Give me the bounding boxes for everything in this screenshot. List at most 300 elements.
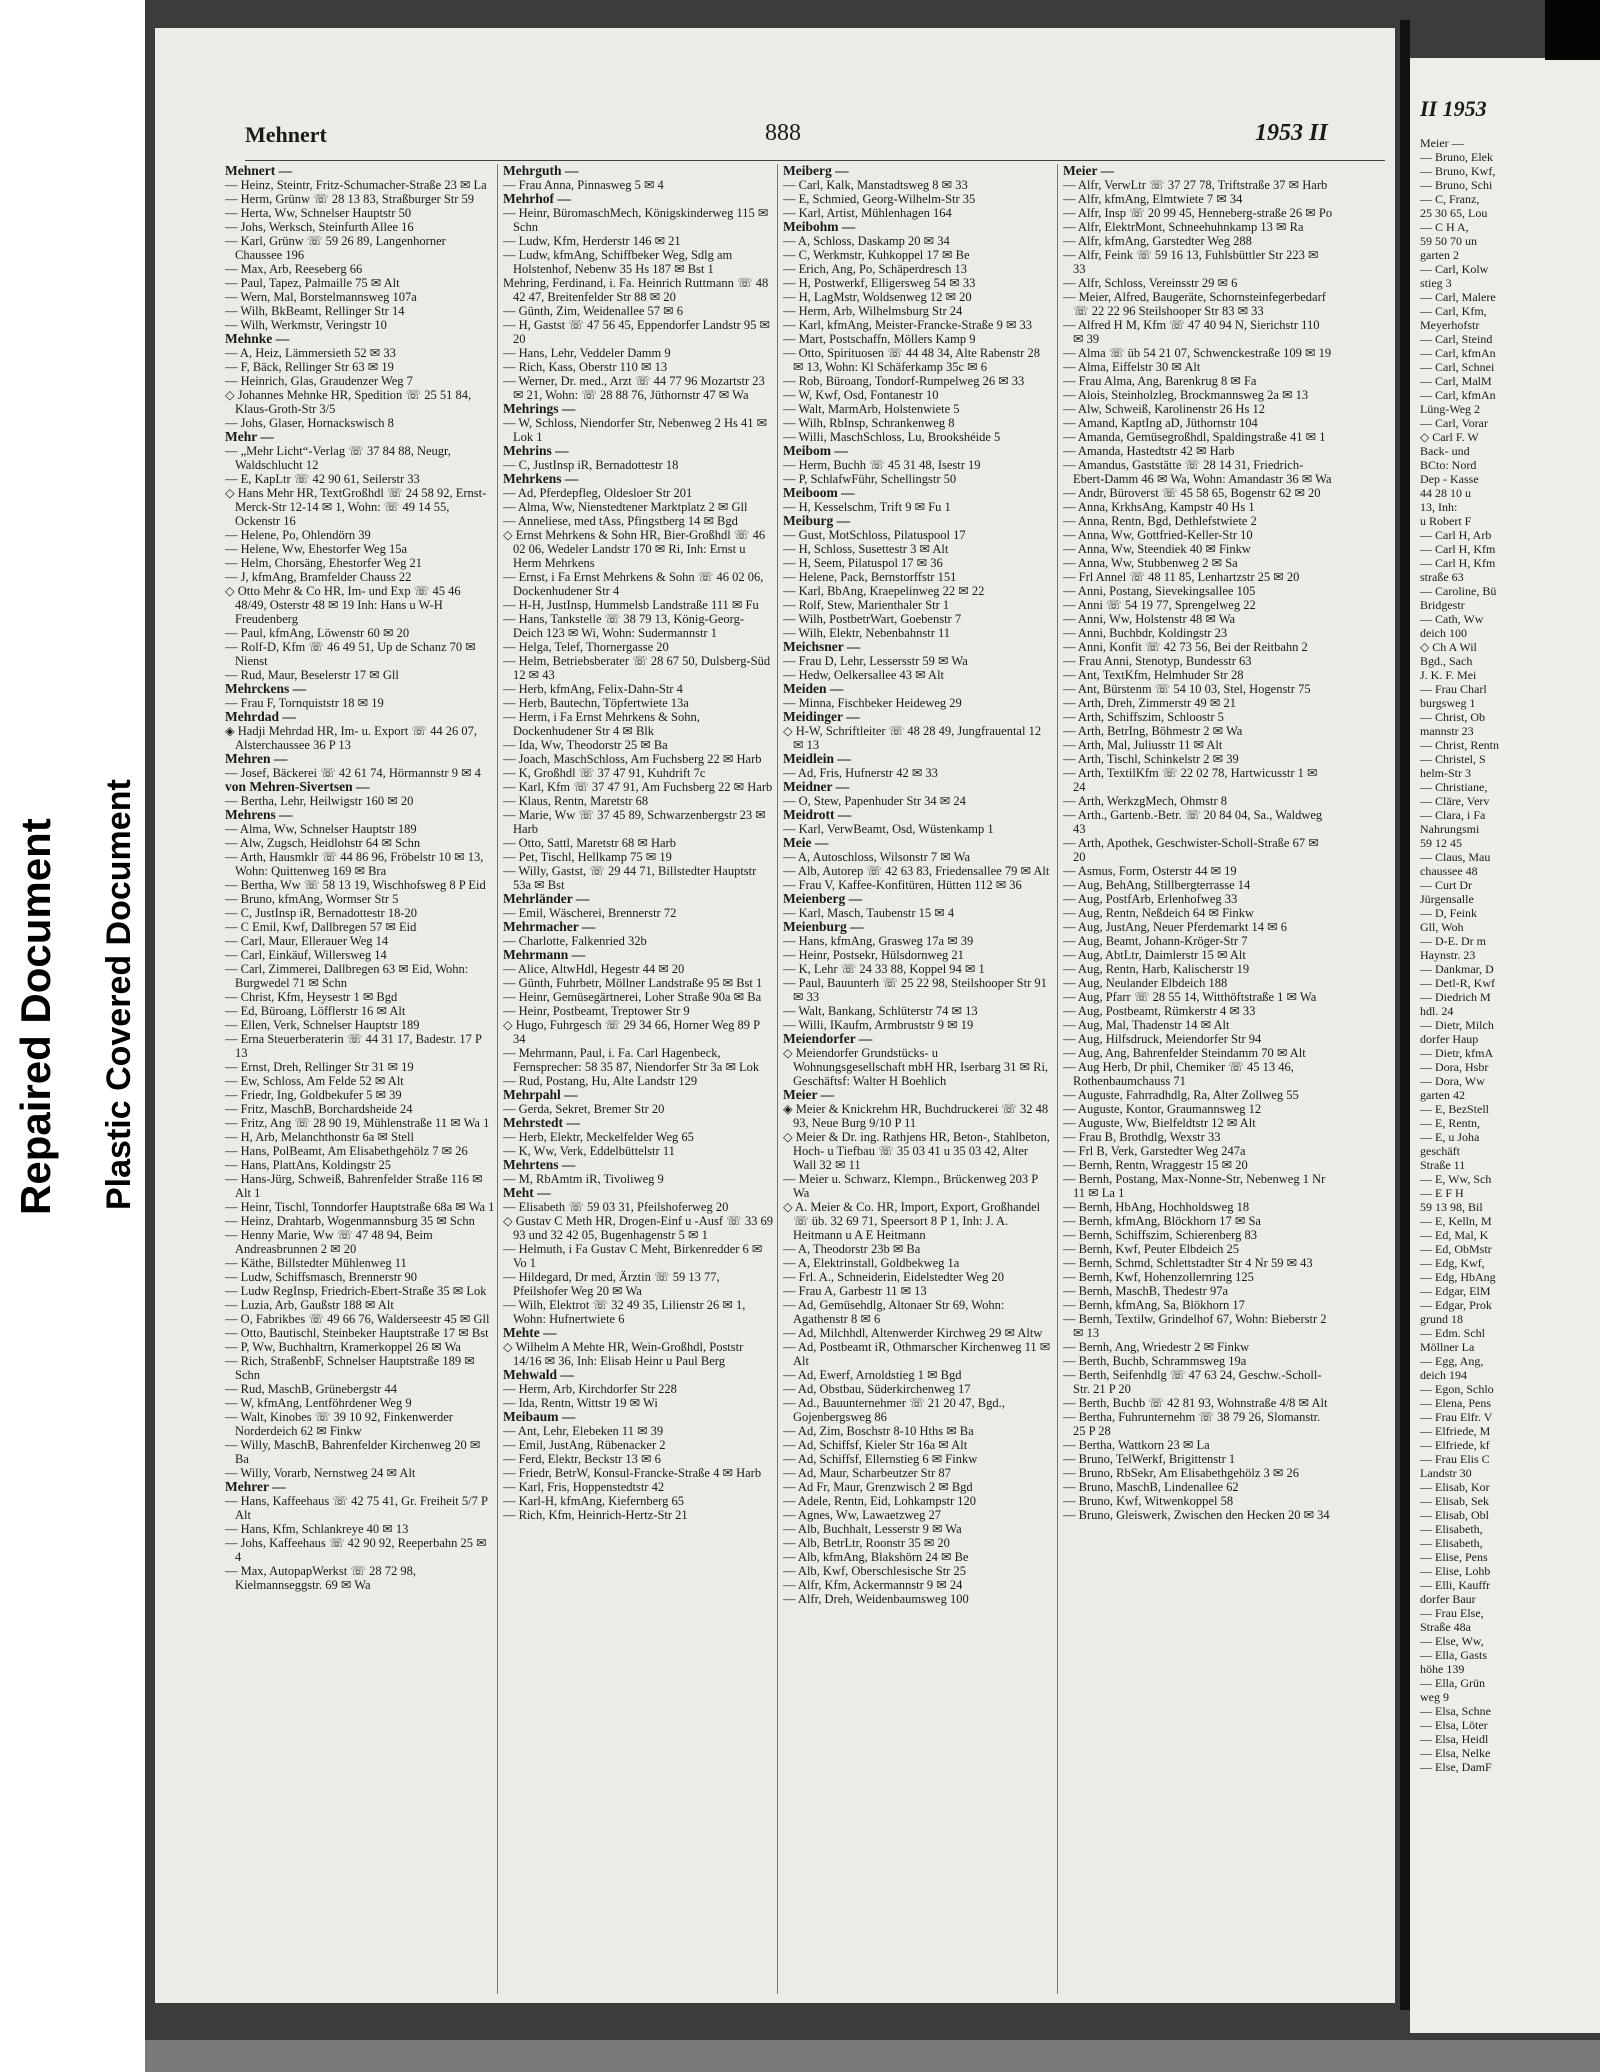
column-divider [1057,164,1058,1994]
adjacent-entry: — Edg, Kwf, [1420,1256,1485,1270]
adjacent-entry: — E, u Joha [1420,1130,1480,1144]
directory-entry: — Fritz, Ang ☏ 28 90 19, Mühlenstraße 11 ✉ Wa 1 [225,1116,490,1130]
directory-entry: — Auguste, Fahrradhdlg, Ra, Alter Zollweg 55 [1063,1088,1299,1102]
adjacent-entry: — Else, DamF [1420,1760,1492,1774]
directory-entry: — Wilh, Werkmstr, Veringstr 10 [225,318,387,332]
directory-entry: — Hans, Tankstelle ☏ 38 79 13, König-Georg-Deich 123 ✉ Wi, Wohn: Sudermannstr 1 [503,612,744,640]
directory-entry: — Aug Herb, Dr phil, Chemiker ☏ 45 13 46, Rothenbaumchauss 71 [1063,1060,1294,1088]
surname-heading: Meichsner — [783,639,861,654]
directory-entry: — Bernh, Schmd, Schlettstadter Str 4 Nr 59 ✉ 43 [1063,1256,1313,1270]
adjacent-entry: — Carl, Steind [1420,332,1493,346]
directory-entry: — A, Schloss, Daskamp 20 ✉ 34 [783,234,950,248]
directory-entry: — Ad, Pferdepfleg, Oldesloer Str 201 [503,486,693,500]
page-fold-shadow [1400,20,1410,2010]
page-number: 888 [765,120,801,146]
directory-entry: — H, LagMstr, Woldsenweg 12 ✉ 20 [783,290,972,304]
directory-entry: — Karl, kfmAng, Meister-Francke-Straße 9 ✉ 33 [783,318,1033,332]
directory-entry: — Hans, Lehr, Veddeler Damm 9 [503,346,671,360]
adjacent-entry: — Ella, Gasts [1420,1648,1487,1662]
adjacent-entry: — Edm. Schl [1420,1326,1485,1340]
directory-entry: — Karl, Artist, Mühlenhagen 164 [783,206,952,220]
surname-heading: Meht — [503,1185,551,1200]
adjacent-entry: — E, Ww, Sch [1420,1172,1492,1186]
directory-entry: — Karl, Grünw ☏ 59 26 89, Langenhorner Chaussee 196 [225,234,446,262]
adjacent-entry: weg 9 [1420,1690,1449,1704]
directory-entry: — Wilh, PostbetrWart, Goebenstr 7 [783,612,962,626]
directory-entry: — Rob, Büroang, Tondorf-Rumpelweg 26 ✉ 33 [783,374,1025,388]
directory-entry: — Willy, Gastst, ☏ 29 44 71, Billstedter Hauptstr 53a ✉ Bst [503,864,757,892]
directory-entry: ◇ Hans Mehr HR, TextGroßhdl ☏ 24 58 92, Ernst-Merck-Str 12-14 ✉ 1, Wohn: ☏ 49 14 55, Ockenstr 16 [225,486,487,528]
adjacent-entry: — Elsa, Nelke [1420,1746,1491,1760]
directory-entry: — Herm, Arb, Kirchdorfer Str 228 [503,1382,677,1396]
adjacent-entry: — Elise, Lohb [1420,1564,1491,1578]
directory-entry: — Ad, Milchhdl, Altenwerder Kirchweg 29 ✉ Altw [783,1326,1043,1340]
surname-heading: Meibaum — [503,1409,576,1424]
adjacent-entry: Haynstr. 23 [1420,948,1476,962]
surname-heading: Mehrguth — [503,164,579,178]
directory-entry: — Emil, Wäscherei, Brennerstr 72 [503,906,677,920]
directory-entry: — Otto, Sattl, Maretstr 68 ✉ Harb [503,836,676,850]
directory-entry: — K, Lehr ☏ 24 33 88, Koppel 94 ✉ 1 [783,962,985,976]
adjacent-entry: grund 18 [1420,1312,1463,1326]
adjacent-entry: burgsweg 1 [1420,696,1476,710]
directory-entry: — Frl B, Verk, Garstedter Weg 247a [1063,1144,1246,1158]
adjacent-entry: Dep - Kasse [1420,472,1479,486]
directory-entry: — Ida, Ww, Theodorstr 25 ✉ Ba [503,738,668,752]
adjacent-entry: — Christ, Rentn [1420,738,1500,752]
directory-entry: — Frl Annel ☏ 48 11 85, Lenhartzstr 25 ✉ 20 [1063,570,1300,584]
directory-entry: — Alfr, Feink ☏ 59 16 13, Fuhlsbüttler Str 223 ✉ 33 [1063,248,1319,276]
directory-entry: — Amanda, Hastedtstr 42 ✉ Harb [1063,444,1235,458]
adjacent-entry: Straße 11 [1420,1158,1466,1172]
adjacent-entry: — Egg, Ang, [1420,1354,1484,1368]
directory-entry: — Anni, Postang, Sievekingsallee 105 [1063,584,1256,598]
directory-entry: — Anna, Ww, Steendiek 40 ✉ Finkw [1063,542,1251,556]
directory-entry: — H, Seem, Pilatuspol 17 ✉ 36 [783,556,943,570]
adjacent-entry: 25 30 65, Lou [1420,206,1488,220]
surname-heading: Mehrings — [503,401,576,416]
directory-entry: — H, Postwerkf, Elligersweg 54 ✉ 33 [783,276,976,290]
directory-entry: — Elisabeth ☏ 59 03 31, Pfeilshoferweg 20 [503,1200,729,1214]
directory-entry: — Anni, Ww, Holstenstr 48 ✉ Wa [1063,612,1236,626]
directory-entry: — Ad, Schiffsf, Ellernstieg 6 ✉ Finkw [783,1452,978,1466]
directory-entry: — Hildegard, Dr med, Ärztin ☏ 59 13 77, Pfeilshofer Weg 20 ✉ Wa [503,1270,720,1298]
surname-heading: Mehrer — [225,1479,286,1494]
directory-entry: — C Emil, Kwf, Dallbregen 57 ✉ Eid [225,920,417,934]
directory-entry: — Gerda, Sekret, Bremer Str 20 [503,1102,665,1116]
surname-heading: Mehnert — [225,164,293,178]
directory-entry: — Herm, Buchh ☏ 45 31 48, Isestr 19 [783,458,981,472]
adjacent-entry: — Detl-R, Kwf [1420,976,1495,990]
directory-entry: — Bernh, kfmAng, Sa, Blökhorn 17 [1063,1298,1245,1312]
directory-entry: — Alice, AltwHdl, Hegestr 44 ✉ 20 [503,962,685,976]
directory-entry: — Arth, Apothek, Geschwister-Scholl-Straße 67 ✉ 20 [1063,836,1319,864]
directory-entry: — Ad Fr, Maur, Grenzwisch 2 ✉ Bgd [783,1480,973,1494]
surname-heading: Meienberg — [783,891,863,906]
adjacent-entry: deich 194 [1420,1368,1467,1382]
directory-entry: — Henny Marie, Ww ☏ 47 48 94, Beim Andreasbrunnen 2 ✉ 20 [225,1228,433,1256]
directory-entry: — Gust, MotSchloss, Pilatuspool 17 [783,528,966,542]
surname-heading: Mehrtens — [503,1157,576,1172]
directory-entry: — Pet, Tischl, Hellkamp 75 ✉ 19 [503,850,672,864]
surname-heading: Meiendorfer — [783,1031,873,1046]
surname-heading: Mehte — [503,1325,557,1340]
directory-entry: — Alw, Schweiß, Karolinenstr 26 Hs 12 [1063,402,1265,416]
adjacent-entry: Landstr 30 [1420,1466,1472,1480]
surname-heading: Mehrckens — [225,681,307,696]
adjacent-entry: — Frau Else, [1420,1606,1484,1620]
directory-entry: — Heinrich, Glas, Graudenzer Weg 7 [225,374,413,388]
directory-entry: — Aug, Ang, Bahrenfelder Steindamm 70 ✉ Alt [1063,1046,1306,1060]
directory-entry: — Bertha, Wattkorn 23 ✉ La [1063,1438,1210,1452]
adjacent-entry: — Carl H, Arb [1420,528,1492,542]
adjacent-entry: — Frau Charl [1420,682,1487,696]
directory-entry: — Christ, Kfm, Heysestr 1 ✉ Bgd [225,990,398,1004]
directory-entry: — Rolf, Stew, Marienthaler Str 1 [783,598,950,612]
adjacent-entry: — Carl, kfmAn [1420,388,1496,402]
directory-entry: — W, kfmAng, Lentföhrdener Weg 9 [225,1396,412,1410]
adjacent-entry: — Carl H, Kfm [1420,556,1496,570]
adjacent-entry: — Bruno, Kwf, [1420,164,1496,178]
adjacent-entry: — Elisabeth, [1420,1522,1483,1536]
adjacent-entry: garten 42 [1420,1088,1465,1102]
directory-entry: — Luzia, Arb, Gaußstr 188 ✉ Alt [225,1298,394,1312]
adjacent-entry: Meyerhofstr [1420,318,1480,332]
adjacent-entry: — Elsa, Schne [1420,1704,1491,1718]
surname-heading: Meier — [1063,164,1115,178]
directory-entry: Mehring, Ferdinand, i. Fa. Heinrich Ruttmann ☏ 48 42 47, Breitenfelder Str 88 ✉ 20 [503,276,769,304]
directory-entry: ◇ Otto Mehr & Co HR, Im- und Exp ☏ 45 46 48/49, Osterstr 48 ✉ 19 Inh: Hans u W-H Freudenberg [225,584,461,626]
directory-entry: — Bruno, Gleiswerk, Zwischen den Hecken 20 ✉ 34 [1063,1508,1330,1522]
surname-heading: Mehnke — [225,331,290,346]
directory-entry: — Ad., Bauunternehmer ☏ 21 20 47, Bgd., Gojenbergsweg 86 [783,1396,1005,1424]
surname-heading: Mehrhof — [503,191,571,206]
directory-entry: — Asmus, Form, Osterstr 44 ✉ 19 [1063,864,1237,878]
directory-entry: — Friedr, BetrW, Konsul-Francke-Straße 4 ✉ Harb [503,1466,762,1480]
adjacent-entry: — Carl, Vorar [1420,416,1488,430]
surname-heading: Meiburg — [783,513,851,528]
surname-heading: Mehren — [225,751,288,766]
directory-entry: — Alfr, kfmAng, Garstedter Weg 288 [1063,234,1252,248]
directory-entry: — Hans, Kfm, Schlankreye 40 ✉ 13 [225,1522,409,1536]
adjacent-entry: — Elli, Kauffr [1420,1578,1491,1592]
directory-entry: — Alfr, ElektrMont, Schneehuhnkamp 13 ✉ Ra [1063,220,1304,234]
adjacent-entry: J. K. F. Mei [1420,668,1477,682]
directory-entry: — Hans-Jürg, Schweiß, Bahrenfelder Straße 116 ✉ Alt 1 [225,1172,483,1200]
adjacent-entry: — Edgar, ElM [1420,1284,1491,1298]
directory-entry: — O, Fabrikbes ☏ 49 66 76, Walderseestr 45 ✉ Gll [225,1312,490,1326]
directory-entry: — Bernh, kfmAng, Blöckhorn 17 ✉ Sa [1063,1214,1261,1228]
directory-entry: — Carl, Kalk, Manstadtsweg 8 ✉ 33 [783,178,968,192]
column-divider [497,164,498,1994]
directory-entry: — Rolf-D, Kfm ☏ 46 49 51, Up de Schanz 70 ✉ Nienst [225,640,476,668]
directory-entry: — Willi, IKaufm, Armbruststr 9 ✉ 19 [783,1018,974,1032]
directory-entry: — Heinr, Postsekr, Hülsdornweg 21 [783,948,964,962]
adjacent-entry: — Christiane, [1420,780,1488,794]
directory-entry: — Alb, BetrLtr, Roonstr 35 ✉ 20 [783,1536,950,1550]
dark-corner [1545,0,1600,60]
adjacent-entry: 59 12 45 [1420,836,1462,850]
adjacent-entry: stieg 3 [1420,276,1452,290]
running-head-name: Mehnert [245,122,327,147]
directory-entry: — Walt, Kinobes ☏ 39 10 92, Finkenwerder Norderdeich 62 ✉ Finkw [225,1410,453,1438]
directory-entry: ◇ Meier & Dr. ing. Rathjens HR, Beton-, Stahlbeton, Hoch- u Tiefbau ☏ 35 03 41 u 35 03 42, Alter Wall 32 ✉ 11 [783,1130,1050,1172]
directory-entry: — Willy, MaschB, Bahrenfelder Kirchenweg 20 ✉ Ba [225,1438,481,1466]
directory-entry: — Herta, Ww, Schnelser Hauptstr 50 [225,206,412,220]
directory-entry: — Helene, Ww, Ehestorfer Weg 15a [225,542,408,556]
directory-entry: ◇ Meiendorfer Grundstücks- u Wohnungsgesellschaft mbH HR, Iserbarg 31 ✉ Ri, Geschäftsf: Walter H Boehlich [783,1046,1049,1088]
directory-entry: — Bruno, Kwf, Witwenkoppel 58 [1063,1494,1234,1508]
directory-entry: — „Mehr Licht“-Verlag ☏ 37 84 88, Neugr, Waldschlucht 12 [225,444,451,472]
directory-entry: — Alma, Eiffelstr 30 ✉ Alt [1063,360,1201,374]
directory-entry: — A, Elektrinstall, Goldbekweg 1a [783,1256,960,1270]
directory-entry: — Bernh, Kwf, Peuter Elbdeich 25 [1063,1242,1240,1256]
directory-entry: — Anna, Ww, Gottfried-Keller-Str 10 [1063,528,1253,542]
directory-entry: — Wilh, RbInsp, Schrankenweg 8 [783,416,955,430]
adjacent-entry: deich 100 [1420,626,1467,640]
adjacent-entry: — Dora, Hsbr [1420,1060,1489,1074]
directory-entry: — Meier, Alfred, Baugeräte, Schornsteinfegerbedarf ☏ 22 22 96 Steilshooper Str 83 ✉ 33 [1063,290,1326,318]
directory-entry: — Herm, Arb, Wilhelmsburg Str 24 [783,304,963,318]
adjacent-entry: — Carl, kfmAn [1420,346,1496,360]
directory-entry: — Wilh, Elektr, Nebenbahnstr 11 [783,626,951,640]
directory-entry: — Wern, Mal, Borstelmannsweg 107a [225,290,417,304]
surname-heading: Mehrins — [503,443,569,458]
directory-entry: — Alb, Autorep ☏ 42 63 83, Friedensallee 79 ✉ Alt [783,864,1050,878]
adjacent-entry: — Frau Elis C [1420,1452,1490,1466]
directory-entry: — Johs, Kaffeehaus ☏ 42 90 92, Reeperbahn 25 ✉ 4 [225,1536,487,1564]
adjacent-entry: — Elfriede, kf [1420,1438,1490,1452]
directory-entry: — Arth, Dreh, Zimmerstr 49 ✉ 21 [1063,696,1236,710]
directory-entry: — Aug, PostfArb, Erlenhofweg 33 [1063,892,1238,906]
directory-entry: — Herb, kfmAng, Felix-Dahn-Str 4 [503,682,683,696]
directory-entry: — Helm, Betriebsberater ☏ 28 67 50, Dulsberg-Süd 12 ✉ 43 [503,654,771,682]
surname-heading: Mehrdad — [225,709,296,724]
directory-entry: — Anna, Ww, Stubbenweg 2 ✉ Sa [1063,556,1238,570]
adjacent-entry: — Dankmar, D [1420,962,1494,976]
directory-entry: — Erich, Ang, Po, Schäperdresch 13 [783,262,967,276]
directory-entry: — Ludw, kfmAng, Schiffbeker Weg, Sdlg am Holstenhof, Nebenw 35 Hs 187 ✉ Bst 1 [503,248,733,276]
directory-entry: — Bruno, MaschB, Lindenallee 62 [1063,1480,1239,1494]
directory-entry: — Minna, Fischbeker Heideweg 29 [783,696,962,710]
adjacent-entry: ◇ Ch A Wil [1420,640,1477,654]
directory-entry: — J, kfmAng, Bramfelder Chauss 22 [225,570,412,584]
directory-entry: — Charlotte, Falkenried 32b [503,934,647,948]
adjacent-entry: — E, Kelln, M [1420,1214,1492,1228]
surname-heading: Mehrkens — [503,471,579,486]
directory-entry: — Aug, AbtLtr, Daimlerstr 15 ✉ Alt [1063,948,1246,962]
directory-entry: — Helga, Telef, Thornergasse 20 [503,640,669,654]
scanner-bed [145,2040,1600,2072]
directory-column-2 [503,164,773,2004]
directory-entry: — Bruno, RbSekr, Am Elisabethgehölz 3 ✉ 26 [1063,1466,1299,1480]
surname-heading: Mehrländer — [503,891,590,906]
directory-entry: — H, Arb, Melanchthonstr 6a ✉ Stell [225,1130,414,1144]
directory-entry: — Alfr, Kfm, Ackermannstr 9 ✉ 24 [783,1578,963,1592]
directory-entry: — Willy, Vorarb, Nernstweg 24 ✉ Alt [225,1466,416,1480]
directory-entry: ◇ H-W, Schriftleiter ☏ 48 28 49, Jungfrauental 12 ✉ 13 [783,724,1042,752]
adjacent-entry: 44 28 10 u [1420,486,1471,500]
adjacent-entry: — Bruno, Elek [1420,150,1493,164]
directory-entry: — Anni, Konfit ☏ 42 73 56, Bei der Reitbahn 2 [1063,640,1308,654]
directory-entry: — Paul, kfmAng, Löwenstr 60 ✉ 20 [225,626,410,640]
directory-entry: — Alfr, Schloss, Vereinsstr 29 ✉ 6 [1063,276,1238,290]
directory-entry: — Ad, Obstbau, Süderkirchenweg 17 [783,1382,971,1396]
adjacent-entry: Bgd., Sach [1420,654,1473,668]
directory-entry: — Arth, WerkzgMech, Ohmstr 8 [1063,794,1228,808]
directory-entry: — W, Kwf, Osd, Fontanestr 10 [783,388,939,402]
directory-entry: — Otto, Bautischl, Steinbeker Hauptstraße 17 ✉ Bst [225,1326,489,1340]
directory-entry: — Aug, Mal, Thadenstr 14 ✉ Alt [1063,1018,1230,1032]
directory-entry: — Emil, JustAng, Rübenacker 2 [503,1438,666,1452]
directory-entry: — Ludw RegInsp, Friedrich-Ebert-Straße 35 ✉ Lok [225,1284,487,1298]
adjacent-entry: — D-E. Dr m [1420,934,1486,948]
adjacent-entry: — Elfriede, M [1420,1424,1491,1438]
surname-heading: Meidrott — [783,807,852,822]
directory-entry: — Andr, Büroverst ☏ 45 58 65, Bogenstr 62 ✉ 20 [1063,486,1321,500]
scanned-image [145,0,1600,2072]
directory-entry: — Ida, Rentn, Wittstr 19 ✉ Wi [503,1396,658,1410]
directory-entry: — Alois, Steinholzleg, Brockmannsweg 2a ✉ 13 [1063,388,1309,402]
directory-entry: — Rud, Maur, Beselerstr 17 ✉ Gll [225,668,399,682]
adjacent-entry: — Elisabeth, [1420,1536,1483,1550]
adjacent-entry: — D, Feink [1420,906,1477,920]
directory-entry: — Alb, kfmAng, Blakshörn 24 ✉ Be [783,1550,969,1564]
directory-entry: — Ludw, Kfm, Herderstr 146 ✉ 21 [503,234,681,248]
directory-entry: — Alfr, Dreh, Weidenbaumsweg 100 [783,1592,969,1606]
directory-entry: — Arth, Mal, Juliusstr 11 ✉ Alt [1063,738,1223,752]
directory-entry: — Herm, Grünw ☏ 28 13 83, Straßburger Str 59 [225,192,475,206]
adjacent-entry: Straße 48a [1420,1620,1471,1634]
directory-entry: — Aug, Pfarr ☏ 28 55 14, Witthöftstraße 1 ✉ Wa [1063,990,1317,1004]
surname-heading: Meidlein — [783,751,851,766]
directory-column-1 [225,164,495,2004]
directory-entry: — Alb, Buchhalt, Lesserstr 9 ✉ Wa [783,1522,962,1536]
adjacent-entry: — Dietr, kfmA [1420,1046,1494,1060]
year-edition: 1953 II [1255,120,1328,146]
directory-entry: — Heinz, Steintr, Fritz-Schumacher-Straße 23 ✉ La [225,178,487,192]
adjacent-entry: — Cath, Ww [1420,612,1484,626]
directory-entry: ◈ Meier & Knickrehm HR, Buchdruckerei ☏ 32 48 93, Neue Burg 9/10 P 11 [783,1102,1049,1130]
adjacent-entry: 59 50 70 un [1420,234,1477,248]
directory-entry: — Auguste, Kontor, Graumannsweg 12 [1063,1102,1262,1116]
directory-entry: — Agnes, Ww, Lawaetzweg 27 [783,1508,941,1522]
directory-entry: — H-H, JustInsp, Hummelsb Landstraße 111 ✉ Fu [503,598,759,612]
directory-entry: — Arth, TextilKfm ☏ 22 02 78, Hartwicusstr 1 ✉ 24 [1063,766,1318,794]
directory-entry: — Karl-H, kfmAng, Kiefernberg 65 [503,1494,684,1508]
directory-entry: — Ad, Gemüsehdlg, Altonaer Str 69, Wohn: Agathenstr 8 ✉ 6 [783,1298,1005,1326]
surname-heading: Meibohm — [783,219,856,234]
directory-entry: — Johs, Werksch, Steinfurth Allee 16 [225,220,414,234]
surname-heading: Mehrmann — [503,947,586,962]
directory-entry: — Hans, PolBeamt, Am Elisabethgehölz 7 ✉ 26 [225,1144,468,1158]
adjacent-entry: geschäft [1420,1144,1460,1158]
adjacent-entry: — Elisab, Sek [1420,1494,1489,1508]
surname-heading: Meiboom — [783,485,855,500]
adjacent-entry: — Ella, Grün [1420,1676,1485,1690]
adjacent-entry: — Carl, MalM [1420,374,1492,388]
adjacent-entry: — Ed, Mal, K [1420,1228,1489,1242]
adjacent-entry: höhe 139 [1420,1662,1465,1676]
directory-entry: — Arth., Gartenb.-Betr. ☏ 20 84 04, Sa., Waldweg 43 [1063,808,1323,836]
directory-entry: — Joach, MaschSchloss, Am Fuchsberg 22 ✉ Harb [503,752,762,766]
directory-entry: — A, Autoschloss, Wilsonstr 7 ✉ Wa [783,850,970,864]
directory-entry: — Heinz, Drahtarb, Wogenmannsburg 35 ✉ Schn [225,1214,475,1228]
directory-entry: — P, Ww, Buchhaltrn, Kramerkoppel 26 ✉ Wa [225,1340,461,1354]
adjacent-entry: — Edgar, Prok [1420,1298,1492,1312]
adjacent-entry: — Dietr, Milch [1420,1018,1494,1032]
directory-entry: — Willi, MaschSchloss, Lu, Brookshéide 5 [783,430,1001,444]
directory-entry: — Anni ☏ 54 19 77, Sprengelweg 22 [1063,598,1256,612]
directory-entry: — Arth, Schiffszim, Schloostr 5 [1063,710,1224,724]
directory-entry: — Alb, Kwf, Oberschlesische Str 25 [783,1564,966,1578]
directory-entry: — Ad, Zim, Boschstr 8-10 Hths ✉ Ba [783,1424,974,1438]
directory-entry: — Bernh, Ang, Wriedestr 2 ✉ Finkw [1063,1340,1250,1354]
directory-entry: ◇ Gustav C Meth HR, Drogen-Einf u -Ausf ☏ 33 69 93 und 32 42 05, Bugenhagenstr 5 ✉ 1 [503,1214,773,1242]
directory-entry: — K, Ww, Verk, Eddelbüttelstr 11 [503,1144,675,1158]
surname-heading: Meiberg — [783,164,849,178]
directory-entry: — Carl, Einkäuf, Willersweg 14 [225,948,387,962]
directory-entry: — Amand, KaptIng aD, Jüthornstr 104 [1063,416,1258,430]
directory-entry: — Wilh, Elektrot ☏ 32 49 35, Lilienstr 26 ✉ 1, Wohn: Hufnertwiete 6 [503,1298,746,1326]
directory-entry: — W, Schloss, Niendorfer Str, Nebenweg 2 Hs 41 ✉ Lok 1 [503,416,768,444]
running-head [245,120,1385,161]
adjacent-entry: — Carl, Schnei [1420,360,1495,374]
directory-entry: — Ew, Schloss, Am Felde 52 ✉ Alt [225,1074,404,1088]
adjacent-entry: — E, Rentn, [1420,1116,1480,1130]
directory-entry: — Amanda, Gemüsegroßhdl, Spaldingstraße 41 ✉ 1 [1063,430,1326,444]
surname-heading: Meidner — [783,779,850,794]
adjacent-entry: Bridgestr [1420,598,1465,612]
directory-entry: — Aug, BehAng, Stillbergterrasse 14 [1063,878,1251,892]
directory-entry: — Frau A, Garbestr 11 ✉ 13 [783,1284,927,1298]
directory-entry: — Rud, Postang, Hu, Alte Landstr 129 [503,1074,698,1088]
directory-entry: — Helene, Po, Ohlendörn 39 [225,528,371,542]
adjacent-entry: — Curt Dr [1420,878,1472,892]
directory-entry: ◇ Hugo, Fuhrgesch ☏ 29 34 66, Horner Weg 89 P 34 [503,1018,760,1046]
directory-entry: — Walt, Bankang, Schlüterstr 74 ✉ 13 [783,1004,978,1018]
directory-entry: — H, Gastst ☏ 47 56 45, Eppendorfer Landstr 95 ✉ 20 [503,318,771,346]
directory-entry: — Alma, Ww, Schnelser Hauptstr 189 [225,822,417,836]
adjacent-entry: — E F H [1420,1186,1464,1200]
directory-entry: — Heinr, BüromaschMech, Königskinderweg 115 ✉ Schn [503,206,769,234]
plastic-covered-label: Plastic Covered Document [100,779,138,1210]
directory-entry: — Ad, Fris, Hufnerstr 42 ✉ 33 [783,766,938,780]
directory-entry: — Fritz, MaschB, Borchardsheide 24 [225,1102,413,1116]
directory-entry: — Helmuth, i Fa Gustav C Meht, Birkenredder 6 ✉ Vo 1 [503,1242,763,1270]
directory-entry: — E, KapLtr ☏ 42 90 61, Seilerstr 33 [225,472,420,486]
adjacent-entry: — Diedrich M [1420,990,1491,1004]
directory-entry: — Ernst, i Fa Ernst Mehrkens & Sohn ☏ 46 02 06, Dockenhudener Str 4 [503,570,764,598]
directory-entry: — Hedw, Oelkersallee 43 ✉ Alt [783,668,945,682]
adjacent-entry: Nahrungsmi [1420,822,1480,836]
surname-heading: Meier — [783,1087,835,1102]
directory-entry: — Ludw, Schiffsmasch, Brennerstr 90 [225,1270,417,1284]
directory-entry: — Meier u. Schwarz, Klempn., Brückenweg 203 P Wa [783,1172,1038,1200]
directory-entry: — Wilh, BkBeamt, Rellinger Str 14 [225,304,405,318]
directory-entry: — O, Stew, Papenhuder Str 34 ✉ 24 [783,794,966,808]
directory-entry: — Alma, Ww, Nienstedtener Marktplatz 2 ✉ Gll [503,500,748,514]
directory-entry: — Ad, Maur, Scharbeutzer Str 87 [783,1466,951,1480]
directory-entry: — Paul, Tapez, Palmaille 75 ✉ Alt [225,276,400,290]
directory-entry: — Herm, i Fa Ernst Mehrkens & Sohn, Dockenhudener Str 4 ✉ Blk [503,710,700,738]
directory-entry: — Frau Alma, Ang, Barenkrug 8 ✉ Fa [1063,374,1257,388]
directory-entry: — Max, Arb, Reeseberg 66 [225,262,363,276]
directory-entry: — Alfr, kfmAng, Elmtwiete 7 ✉ 34 [1063,192,1243,206]
adjacent-entry: Meier — [1420,136,1464,150]
adjacent-entry: hdl. 24 [1420,1004,1454,1018]
directory-entry: — Mart, Postschaffn, Möllers Kamp 9 [783,332,976,346]
